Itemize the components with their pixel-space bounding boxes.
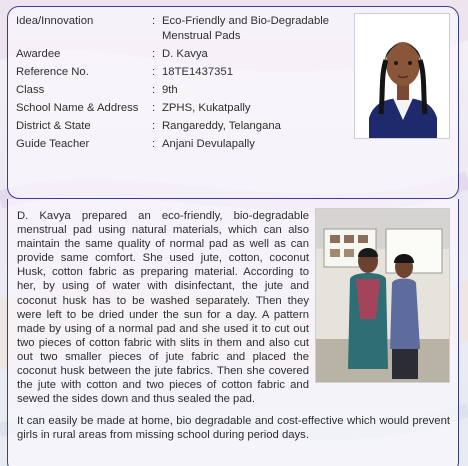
info-label: Class [16, 84, 45, 96]
info-row-reference [16, 65, 346, 80]
info-label: Awardee [16, 48, 61, 60]
info-label: School Name & Address [16, 102, 139, 114]
info-row-school [16, 101, 346, 116]
info-row-awardee [16, 47, 346, 62]
info-row-class [16, 83, 346, 98]
info-label: Reference No. [16, 66, 89, 78]
info-row-district [16, 119, 346, 134]
info-value: Eco-Friendly and Bio-Degradable Menstrual Pads [162, 15, 330, 42]
info-value: ZPHS, Kukatpally [162, 102, 251, 114]
info-separator: : [152, 66, 156, 78]
info-separator: : [152, 120, 156, 132]
info-label: Guide Teacher [16, 138, 90, 150]
info-row-idea [16, 14, 346, 44]
awardee-info-list [16, 14, 346, 155]
info-value: 9th [162, 84, 178, 96]
info-separator: : [152, 138, 156, 150]
info-separator: : [152, 15, 156, 27]
awardee-portrait-photo [354, 13, 450, 139]
info-value: Anjani Devulapally [162, 138, 255, 150]
info-label: District & State [16, 120, 91, 132]
info-label: Idea/Innovation [16, 15, 94, 27]
story-paragraph-2: It can easily be made at home, bio degradable and cost-effective which would prevent girls in rural areas from missing school during period days. [17, 415, 450, 442]
info-separator: : [152, 48, 156, 60]
group-photo [315, 208, 450, 383]
info-separator: : [152, 102, 156, 114]
info-value: D. Kavya [162, 48, 208, 60]
info-value: Rangareddy, Telangana [162, 120, 281, 132]
info-separator: : [152, 84, 156, 96]
info-row-guide [16, 137, 346, 152]
info-value: 18TE1437351 [162, 66, 233, 78]
story-paragraph-1: D. Kavya prepared an eco-friendly, bio-degradable menstrual pad using natural materials, which can also maintain the same quality of normal pad as well as can provide same comfort. She used jute, cotton, coconut Husk, cotton fabric as preparing material. According to her, by using of water with disinfectant, the jute and coconut husk has to be washed separately. Then they were left to be dried under the sun for a day. A pattern made by using of a normal pad and she used it to cut out two pieces of cotton fabric with slits in them and also cut out two smaller pieces of jute fabric and placed the coconut husk between the jute fabrics. Then she covered the jute with cotton and two pieces of cotton fabric and sewed the sides down and thus sealed the pad. [17, 210, 309, 406]
